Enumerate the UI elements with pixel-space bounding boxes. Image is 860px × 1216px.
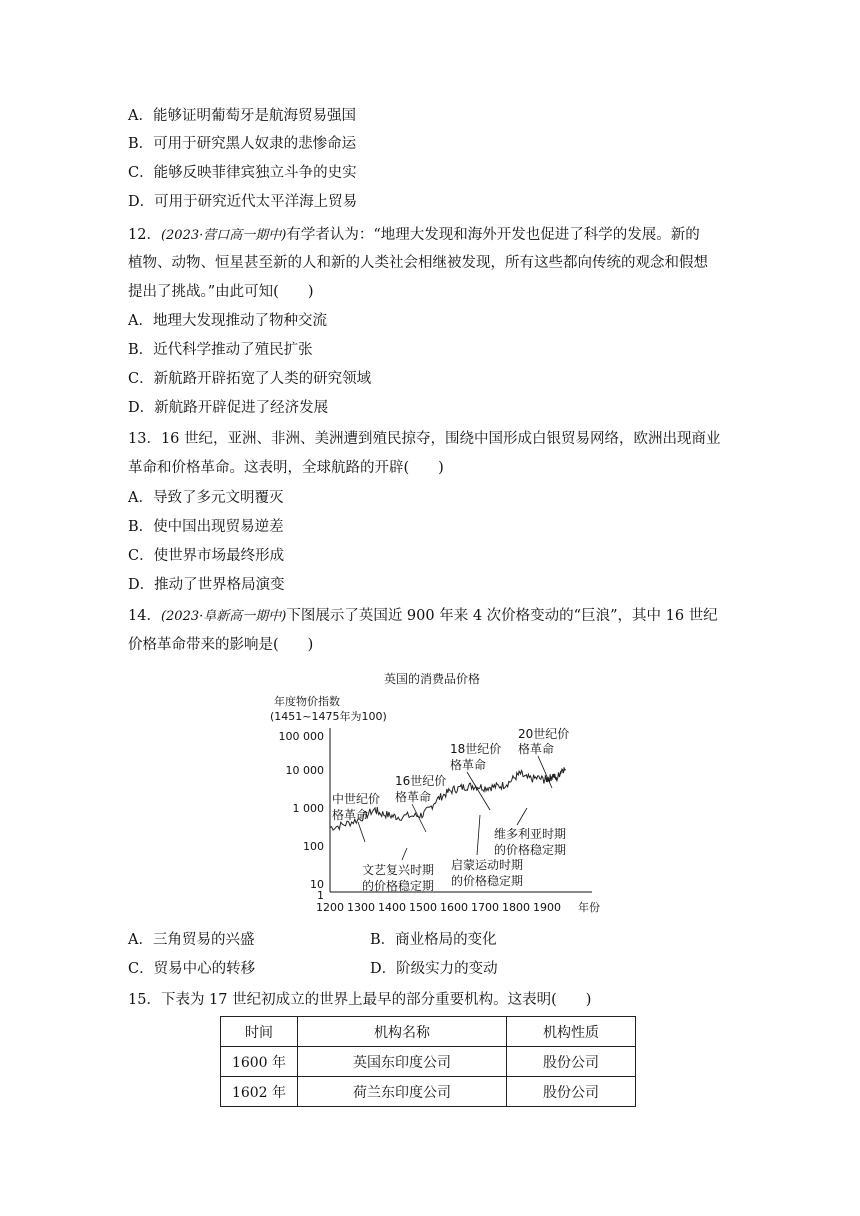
q11-option-a: A．能够证明葡萄牙是航海贸易强国	[128, 108, 356, 124]
y-tick-1000: 1 000	[292, 802, 324, 815]
table-header-cell: 时间	[221, 1017, 298, 1047]
chart-title: 英国的消费品价格	[383, 672, 481, 686]
q14-number: 14．	[128, 608, 161, 624]
y-tick-10: 10	[310, 878, 324, 891]
q13-option-c: C．使世界市场最终形成	[128, 548, 285, 564]
annotation-pointer	[538, 756, 552, 788]
annotation-pointer	[467, 772, 490, 810]
q13-stem-line2: 革命和价格革命。这表明，全球航路的开辟( )	[128, 460, 444, 476]
x-tick-1200: 1200	[316, 901, 344, 914]
q13-stem-line1: 13．16 世纪，亚洲、非洲、美洲遭到殖民掠夺，围绕中国形成白银贸易网络，欧洲出现商业	[128, 431, 721, 447]
q12-number: 12．	[128, 227, 161, 243]
table-row	[221, 1077, 636, 1107]
annotation-18c-l2: 格革命	[450, 758, 487, 772]
consumer-price-chart	[262, 670, 602, 920]
q14-option-b: B．商业格局的变化	[370, 932, 497, 948]
annotation-18c-l1: 18世纪价	[450, 742, 502, 756]
annotation-enlightenment-l2: 的价格稳定期	[451, 874, 524, 888]
x-tick-1400: 1400	[378, 901, 406, 914]
q14-stem-text: 下图展示了英国近 900 年来 4 次价格变动的“巨浪”，其中 16 世纪	[286, 608, 718, 624]
annotation-renaissance-l1: 文艺复兴时期	[362, 863, 435, 877]
annotation-16c-l2: 格革命	[395, 790, 432, 804]
x-tick-1600: 1600	[440, 901, 468, 914]
y-axis-label-line2: (1451~1475年为100)	[270, 710, 387, 723]
q12-stem-text: 有学者认为：“地理大发现和海外开发也促进了科学的发展。新的	[286, 227, 700, 243]
y-axis-label-line1: 年度物价指数	[274, 695, 340, 708]
q11-option-b: B．可用于研究黑人奴隶的悲惨命运	[128, 136, 357, 152]
annotation-pointer	[477, 815, 480, 855]
q12-option-c: C．新航路开辟拓宽了人类的研究领域	[128, 371, 372, 387]
annotation-16c-l1: 16世纪价	[395, 774, 447, 788]
institutions-table	[220, 1016, 636, 1107]
q12-stem-line1	[128, 225, 700, 246]
x-tick-1900: 1900	[533, 901, 561, 914]
annotation-pointer	[412, 804, 426, 832]
table-header-cell: 机构性质	[507, 1017, 636, 1047]
q12-option-a: A．地理大发现推动了物种交流	[128, 313, 327, 329]
q11-option-d: D．可用于研究近代太平洋海上贸易	[128, 194, 358, 210]
table-cell: 英国东印度公司	[298, 1047, 507, 1077]
annotation-renaissance-l2: 的价格稳定期	[362, 879, 435, 893]
table-cell: 1600 年	[221, 1047, 298, 1077]
annotation-pointer	[358, 822, 365, 842]
q12-stem-line2: 植物、动物、恒星甚至新的人和新的人类社会相继被发现，所有这些都向传统的观念和假想	[128, 255, 708, 271]
q13-option-a: A．导致了多元文明覆灭	[128, 490, 284, 506]
q11-option-c: C．能够反映菲律宾独立斗争的史实	[128, 165, 357, 181]
q12-stem-line3: 提出了挑战。”由此可知( )	[128, 284, 314, 300]
table-cell: 荷兰东印度公司	[298, 1077, 507, 1107]
y-tick-1: 1	[317, 889, 324, 902]
x-tick-1300: 1300	[347, 901, 375, 914]
table-cell: 股份公司	[507, 1047, 636, 1077]
table-row	[221, 1047, 636, 1077]
q13-option-b: B．使中国出现贸易逆差	[128, 519, 284, 535]
q15-stem: 15．下表为 17 世纪初成立的世界上最早的部分重要机构。这表明( )	[128, 992, 592, 1008]
annotation-medieval-l1: 中世纪价	[332, 792, 381, 806]
annotation-enlightenment-l1: 启蒙运动时期	[451, 858, 524, 872]
x-tick-1500: 1500	[409, 901, 437, 914]
x-tick-1800: 1800	[502, 901, 530, 914]
y-tick-100: 100	[303, 840, 324, 853]
annotation-victorian-l2: 的价格稳定期	[494, 843, 567, 857]
y-tick-10000: 10 000	[285, 764, 324, 777]
q14-option-a: A．三角贸易的兴盛	[128, 932, 255, 948]
q13-option-d: D．推动了世界格局演变	[128, 577, 285, 593]
table-header-cell: 机构名称	[298, 1017, 507, 1047]
table-cell: 1602 年	[221, 1077, 298, 1107]
annotation-20c-l2: 格革命	[518, 742, 555, 756]
y-tick-labels	[279, 730, 325, 902]
q14-option-c: C．贸易中心的转移	[128, 961, 256, 977]
q14-stem-line1	[128, 606, 718, 627]
annotation-victorian-l1: 维多利亚时期	[494, 827, 567, 841]
q14-stem-line2: 价格革命带来的影响是( )	[128, 637, 314, 653]
x-tick-1700: 1700	[471, 901, 499, 914]
q12-option-d: D．新航路开辟促进了经济发展	[128, 400, 329, 416]
annotation-pointer	[517, 808, 527, 825]
q14-option-d: D．阶级实力的变动	[370, 961, 498, 977]
table-cell: 股份公司	[507, 1077, 636, 1107]
q12-option-b: B．近代科学推动了殖民扩张	[128, 342, 313, 358]
annotation-medieval-l2: 格革命	[332, 808, 369, 822]
annotation-pointer	[402, 848, 407, 860]
x-axis-label: 年份	[578, 901, 600, 914]
q14-source: (2023·阜新高一期中)	[160, 609, 287, 624]
q12-source: (2023·营口高一期中)	[160, 228, 287, 243]
x-tick-labels	[316, 900, 600, 914]
y-tick-100000: 100 000	[278, 730, 324, 743]
table-header-row	[221, 1017, 636, 1047]
annotation-20c-l1: 20世纪价	[518, 727, 570, 741]
